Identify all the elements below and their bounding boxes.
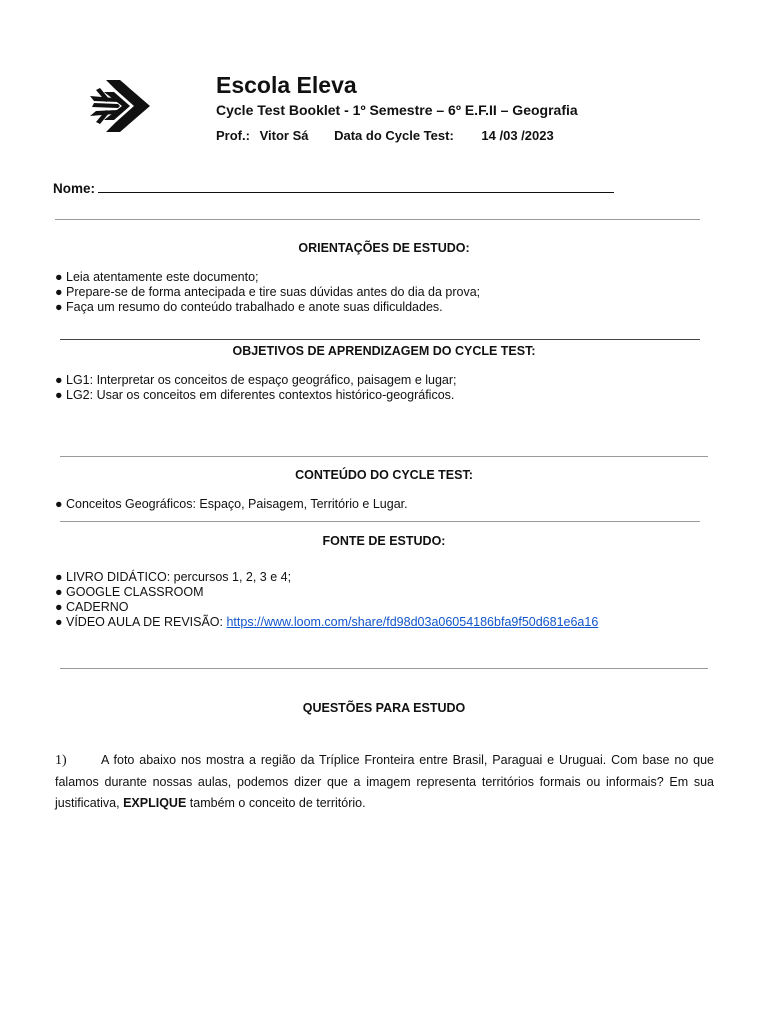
prof-label: Prof.: xyxy=(216,128,250,143)
school-name: Escola Eleva xyxy=(216,72,357,98)
date-value: 14 /03 /2023 xyxy=(481,128,554,143)
conteudo-list xyxy=(55,497,408,512)
divider xyxy=(60,339,700,340)
name-label: Nome: xyxy=(53,181,96,196)
list-item: ● LIVRO DIDÁTICO: percursos 1, 2, 3 e 4; xyxy=(55,570,292,584)
list-item: ● Prepare-se de forma antecipada e tire suas dúvidas antes do dia da prova; xyxy=(55,285,481,299)
question-1 xyxy=(55,750,714,815)
video-label: VÍDEO AULA DE REVISÃO: xyxy=(66,615,227,629)
conteudo-heading: CONTEÚDO DO CYCLE TEST: xyxy=(295,468,473,482)
booklet-title: Cycle Test Booklet - 1º Semestre – 6º E.F.II – Geografia xyxy=(216,102,578,118)
orientacoes-list xyxy=(55,270,480,315)
prof-name: Vitor Sá xyxy=(259,128,309,143)
teacher-date-line xyxy=(216,128,554,143)
fonte-heading: FONTE DE ESTUDO: xyxy=(322,534,446,548)
question-text: A foto abaixo nos mostra a região da Tríplice Fronteira entre Brasil, Paraguai e Uruguai. Com base no que falamos durante nossas aulas, podemos dizer que a imagem representa territórios formais ou informais? Em sua justificativa, xyxy=(55,753,714,810)
question-number: 1) xyxy=(55,753,67,768)
list-item: ● Conceitos Geográficos: Espaço, Paisagem, Território e Lugar. xyxy=(55,497,408,511)
list-item: ● Leia atentamente este documento; xyxy=(55,270,259,284)
question-text-end: também o conceito de território. xyxy=(186,796,366,810)
objetivos-list xyxy=(55,373,457,403)
name-field[interactable] xyxy=(53,179,614,196)
list-item: ● GOOGLE CLASSROOM xyxy=(55,585,204,599)
list-item: ● LG1: Interpretar os conceitos de espaço geográfico, paisagem e lugar; xyxy=(55,373,457,387)
list-item: ● LG2: Usar os conceitos em diferentes contextos histórico-geográficos. xyxy=(55,388,455,402)
date-label: Data do Cycle Test: xyxy=(334,128,454,143)
list-item: ● VÍDEO AULA DE REVISÃO: https://www.loom.com/share/fd98d03a06054186bfa9f50d681e6a16 xyxy=(55,615,599,629)
questoes-heading: QUESTÕES PARA ESTUDO xyxy=(302,701,466,715)
divider xyxy=(55,219,700,220)
divider xyxy=(60,521,700,522)
list-item: ● Faça um resumo do conteúdo trabalhado e anote suas dificuldades. xyxy=(55,300,443,314)
divider xyxy=(60,668,708,669)
name-blank-line[interactable] xyxy=(98,179,614,193)
objetivos-heading: OBJETIVOS DE APRENDIZAGEM DO CYCLE TEST: xyxy=(232,344,536,358)
list-item: ● CADERNO xyxy=(55,600,129,614)
orientacoes-heading: ORIENTAÇÕES DE ESTUDO: xyxy=(298,241,470,255)
video-link[interactable]: https://www.loom.com/share/fd98d03a06054186bfa9f50d681e6a16 xyxy=(226,615,599,629)
divider xyxy=(60,456,708,457)
school-logo-icon xyxy=(88,76,162,136)
question-emphasis: EXPLIQUE xyxy=(123,796,187,810)
fonte-list xyxy=(55,570,598,630)
